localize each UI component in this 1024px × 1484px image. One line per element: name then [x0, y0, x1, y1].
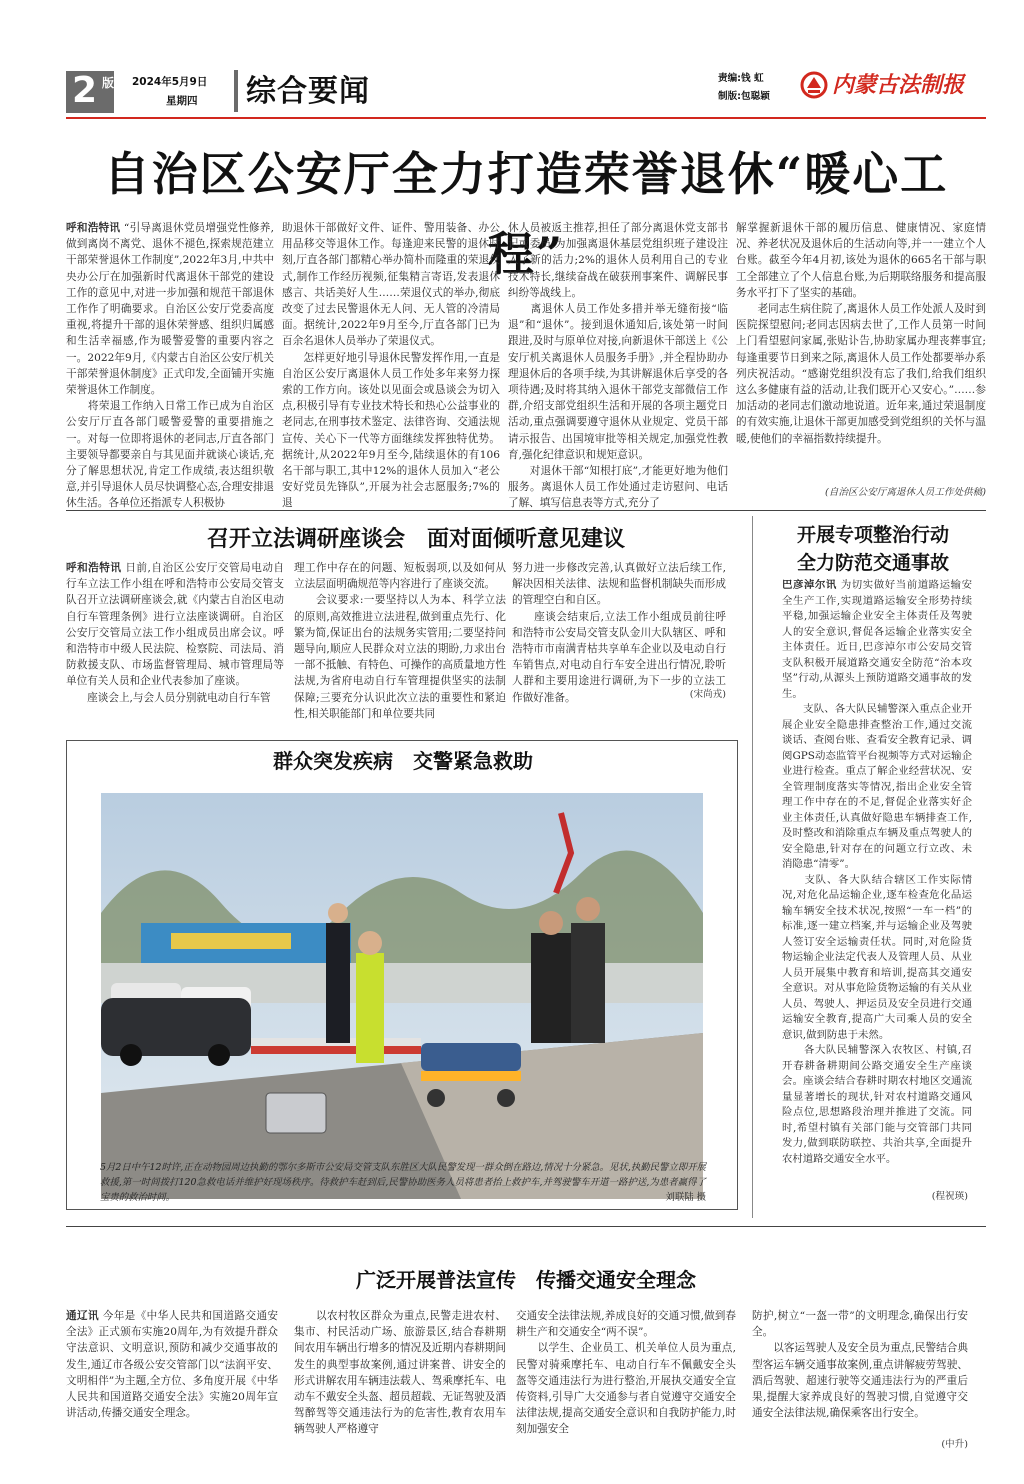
legal-promo-column-3: 交通安全法律法规,养成良好的交通习惯,做到春耕生产和交通安全“两不误”。 以学生、企业员工、机关单位人员为重点,民警对骑乘摩托车、电动自行车不佩戴安全头盔等交通违法行为进行整治,开展执交通安全宣传资料,引导广大交通参与者自觉遵守交通安全法律法规,提高交通安全意识和自我防护能力,时刻加强安全 — [516, 1310, 736, 1436]
lead-column-2: 助退休干部做好文件、证件、警用装备、办公用品移交等退休工作。每逢迎来民警的退休时刻,厅直各部门都精心举办简朴而隆重的荣退仪式,制作工作经历视频,征集精言寄语,发表退休感言、共话美好人生……荣退仪式的举办,彻底改变了过去民警退休无人问、无人管的冷清局面。据统计,2022年9月至今,厅直各部门已为百余名退休人员举办了荣退仪式。 怎样更好地引导退休民警发挥作用,一直是自治区公安厅离退休人员工作处多年来努力探索的工作方向。该处以见面会或恳谈会为切入点,积极引导有专业技术特长和热心公益事业的老同志,在刑事技术鉴定、法律咨询、交通法规宣传、关心下一代等方面继续发挥独特优势。据统计,从2022年9月至今,陆续退休的有106名干部与职工,其中12%的退休人员加入“老公安好党员先锋队”,开展为社会志愿服务;7%的退 — [282, 222, 500, 510]
traffic-headline-line1: 开展专项整治行动 — [796, 524, 949, 546]
page-suffix: 版 — [102, 76, 115, 90]
legal-promo-column-1 — [66, 1308, 278, 1456]
legislation-column-3: 努力进一步修改完善,认真做好立法后续工作,解决因相关法律、法规和监督机制缺失而形成的管理空白和自区。 座谈会结束后,立法工作小组成员前往呼和浩特市公安局交管支队金川大队辖区、呼和浩特市市南满青枯共享单车企业以及电动自行车销售点,对电动自行车安全进出行情况,聆听人群和主要用途进行调研,为下一步的立法工作做好准备。 — [512, 562, 726, 704]
legislation-headline: 召开立法调研座谈会 面对面倾听意见建议 — [206, 527, 625, 552]
legal-promo-column-4: 防护,树立“一盔一带”的文明理念,确保出行安全。 以客运驾驶人及安全员为重点,民警结合典型客运车辆交通事故案例,重点讲解疲劳驾驶、酒后驾驶、超速行驶等交通违法行为的严重后果,提醒大家养成良好的驾驶习惯,自觉遵守交通安全法律法规,确保乘客出行安全。 — [752, 1310, 968, 1420]
photo-story-box — [66, 740, 738, 1210]
lead-column-3: 休人员被返主推荐,担任了部分离退休党支部书记或委员,为加强离退休基层党组织班子建设注入了新的活力;2%的退休人员利用自己的专业技术特长,继续奋战在破获刑事案件、调解民事纠纷等战线上。 离退休人员工作处多措并举无缝衔接“临退”和“退休”。接到退休通知后,该处第一时间跟进,及时与原单位对接,向新退休干部送上《公安厅机关离退休人员服务手册》,并全程协助办理退休后的各项手续,为其讲解退休后享受的各项待遇;及时将其纳入退休干部党支部微信工作群,介绍支部党组织生活和开展的各项主题党日活动,重点强调要遵守退休从业规定、党员干部请示报告、出国境审批等相关规定,加强党性教育,强化纪律意识和规矩意识。 对退休干部“知根打底”,才能更好地为他们服务。离退休人员工作处通过走访慰问、电话了解、填写信息表等方式,充分了 — [508, 222, 728, 510]
lead-column-1 — [66, 220, 275, 510]
legal-promo-col1-text: 今年是《中华人民共和国道路交通安全法》正式颁布实施20周年,为有效提升群众守法意识、文明意识,预防和减少交通事故的发生,通辽市各级公安交管部门以“法润平安、文明相伴”为主题,全方位、多角度开展《中华人民共和国道路交通安全法》实施20周年宣讲活动,传播交通安全理念。 — [66, 1310, 279, 1420]
page-header — [0, 0, 1024, 125]
legal-promo-column-2: 以农村牧区群众为重点,民警走进农村、集市、村民活动广场、旅游景区,结合春耕期间农用车辆出行增多的情况及近期内春耕期间发生的典型事故案例,通过讲案普、讲安全的形式讲解农用车辆违法载人、驾乘摩托车、电动车不戴安全头盔、超员超载、无证驾驶及酒驾醉驾等交通违法行为的危害性,教育农用车辆驾驶人严格遵守 — [294, 1310, 506, 1436]
traffic-section-rule — [752, 516, 753, 1218]
masthead-emblem-icon — [800, 71, 828, 99]
traffic-credit: (程祝瑛) — [931, 1191, 968, 1202]
lead-col1-text: “引导离退休党员增强党性修养,做到离岗不离党、退休不褪色,探索规范建立干部荣誉退休工作制度”,2022年3月,中共中央办公厅在加强新时代离退休干部党的建设工作的意见中,对进一步加强和规范干部退休工作作了明确要求。自治区公安厅党委高度重视,将提升干部的退休荣誉感、组织归属感和生活幸福感,作为暖警爱警的重要内容之一。2022年9月,《内蒙古自治区公安厅机关干部荣誉退休制度》正式印发,全面铺开实施荣誉退休工作制度。 将荣退工作纳入日常工作已成为自治区公安厅厅直各部门暖警爱警的重要措施之一。对每一位即将退休的老同志,厅直各部门主要领导都要亲自与其见面并就谈心谈话,充分了解思想状况,肯定工作成绩,表达组织敬意,并引导退休人员尽快调整心态,合理安排退休生活。各单位还指派专人积极协 — [66, 222, 275, 510]
masthead-name: 内蒙古法制报 — [832, 72, 965, 98]
lead-byline: 呼和浩特讯 — [66, 222, 121, 234]
issue-date: 2024年5月9日 — [132, 76, 208, 88]
header-rule — [66, 117, 986, 119]
issue-weekday: 星期四 — [166, 95, 198, 107]
legal-promo-credit: (中升) — [941, 1439, 968, 1450]
legal-promo-byline: 通辽讯 — [66, 1310, 99, 1322]
legislation-byline: 呼和浩特讯 — [66, 562, 122, 574]
header-divider-bar — [234, 70, 238, 112]
lead-column-4: 解掌握新退休干部的履历信息、健康情况、家庭情况、养老状况及退休后的生活动向等,并一一建立个人台账。截至今年4月初,该处为退休的665名干部与职工全部建立了个人信息台账,为后期联络服务和提高服务水平打下了坚实的基础。 老同志生病住院了,离退休人员工作处派人及时到医院探望慰问;老同志因病去世了,工作人员第一时间上门看望慰问家属,张贴讣告,协助家属办理丧葬事宜;每逢重要节日到来之际,离退休人员工作处都要举办系列庆祝活动。“感谢党组织没有忘了我们,给我们组织这么多健康有益的活动,让我们既开心又安心。”……参加活动的老同志们激动地说道。近年来,通过荣退制度的有效实施,让退休干部更加感受到党组织的关怀与温暖,使他们的幸福指数持续提升。 — [736, 222, 986, 445]
divider-bottom — [66, 1226, 986, 1227]
producer-credit: 制版:包聪颖 — [718, 91, 770, 102]
legislation-column-2: 理工作中存在的问题、短板弱项,以及如何从立法层面明确规范等内容进行了座谈交流。 会议要求:一要坚持以人为本、科学立法的原则,高效推进立法进程,做到重点先行、化繁为简,保证出台的法规务实管用;二要坚持问题导向,顺应人民群众对立法的期盼,力求出台一部不抵触、有特色、可操作的高质量地方性法规,为省府电动自行车管理提供坚实的法制保障;三要充分认识此次立法的重要性和紧迫性,相关职能部门和单位要共同 — [294, 562, 506, 720]
photo-story-headline: 群众突发疾病 交警紧急救助 — [273, 749, 533, 773]
traffic-headline-line2: 全力防范交通事故 — [796, 552, 949, 574]
news-photo — [101, 793, 703, 1199]
traffic-body-text: 为切实做好当前道路运输安全生产工作,实现道路运输安全形势持续平稳,加强运输企业安全主体责任及驾驶人的安全意识,督促各运输企业落实安全主体责任。近日,巴彦淖尔市公安局交管支队积极开展道路交通安全防范“治本攻坚”行动,从源头上预防道路交通事故的发生。 支队、各大队民辅警深入重点企业开展企业安全隐患排查整治工作,通过交流谈话、查阅台账、查看安全教育记录、调阅GPS动态监管平台视频等方式对运输企业进行检查。重点了解企业经营状况、安全管理制度落实等情况,指出企业安全管理工作中存在的不足,督促企业落实好企业主体责任,认真做好隐患车辆排查工作,及时整改和消除重点车辆及重点驾驶人的安全隐患,针对存在的问题立行立改、未消隐患“清零”。 支队、各大队结合辖区工作实际情况,对危化品运输企业,逐车检查危化品运输车辆安全技术状况,按照“一车一档”的标准,逐一建立档案,并与运输企业及驾驶人签订安全运输责任状。同时,对危险货物运输企业法定代表人及管理人员、从业人员开展集中教育和培训,提高其交通安全意识。对从事危险货物运输的有关从业人员、驾驶人、押运员及安全员进行交通运输安全教育,提高广大司乘人员的安全意识,做到防患于未然。 各大队民辅警深入农牧区、村镇,召开春耕备耕期间公路交通安全生产座谈会。座谈会结合春耕时期农村地区交通流量显著增长的现状,针对农村道路交通风险点位,思想路段治理并推进了交流。同时,希望村镇有关部门能与交管部门共同发力,做到联防联控、共治共享,全面提升农村道路交通安全水平。 — [782, 579, 973, 1165]
section-name: 综合要闻 — [246, 74, 370, 109]
photo-caption-text: 5月2日中午12时许,正在动物园周边执勤的鄂尔多斯市公安局交管支队东胜区大队民警发现一群众倒在路边,情况十分紧急。见状,执勤民警立即开展救援,第一时间拨打120急救电话并维护好现场秩序。待救护车赶到后,民警协助医务人员将患者抬上救护车,并驾驶警车开道一路护送,为患者赢得了宝贵的救治时间。 — [100, 1162, 706, 1203]
photographer-credit: 刘联陆 摄 — [665, 1192, 706, 1203]
photo-caption — [100, 1160, 706, 1208]
page-number: 2 — [72, 70, 98, 111]
legislation-col1-text: 日前,自治区公安厅交管局电动自行车立法工作小组在呼和浩特市公安局交管支队召开立法调研座谈会,就《内蒙古自治区电动自行车管理条例》进行立法座谈调研。自治区公安厅交管局立法工作小组成员出席会议。呼和浩特市中级人民法院、检察院、司法局、消防救援支队、市场监督管理局、城市管理局等单位有关人员和企业代表参加了座谈。 座谈会上,与会人员分别就电动自行车管 — [66, 562, 285, 704]
lead-headline: 自治区公安厅全力打造荣誉退休“暖心工程” — [103, 147, 949, 281]
legal-promo-headline: 广泛开展普法宣传 传播交通安全理念 — [356, 1268, 696, 1292]
traffic-body — [782, 578, 972, 1184]
traffic-byline: 巴彦淖尔讯 — [782, 579, 837, 591]
lead-credit: (自治区公安厅离退休人员工作处供稿) — [825, 487, 986, 498]
legislation-credit: (宋尚戎) — [689, 689, 726, 700]
masthead-logo — [800, 70, 980, 100]
legislation-column-1 — [66, 560, 284, 726]
rescue-scene-image — [101, 793, 703, 1199]
divider-lead — [66, 510, 986, 511]
editor-credit: 责编:钱 虹 — [718, 73, 764, 84]
